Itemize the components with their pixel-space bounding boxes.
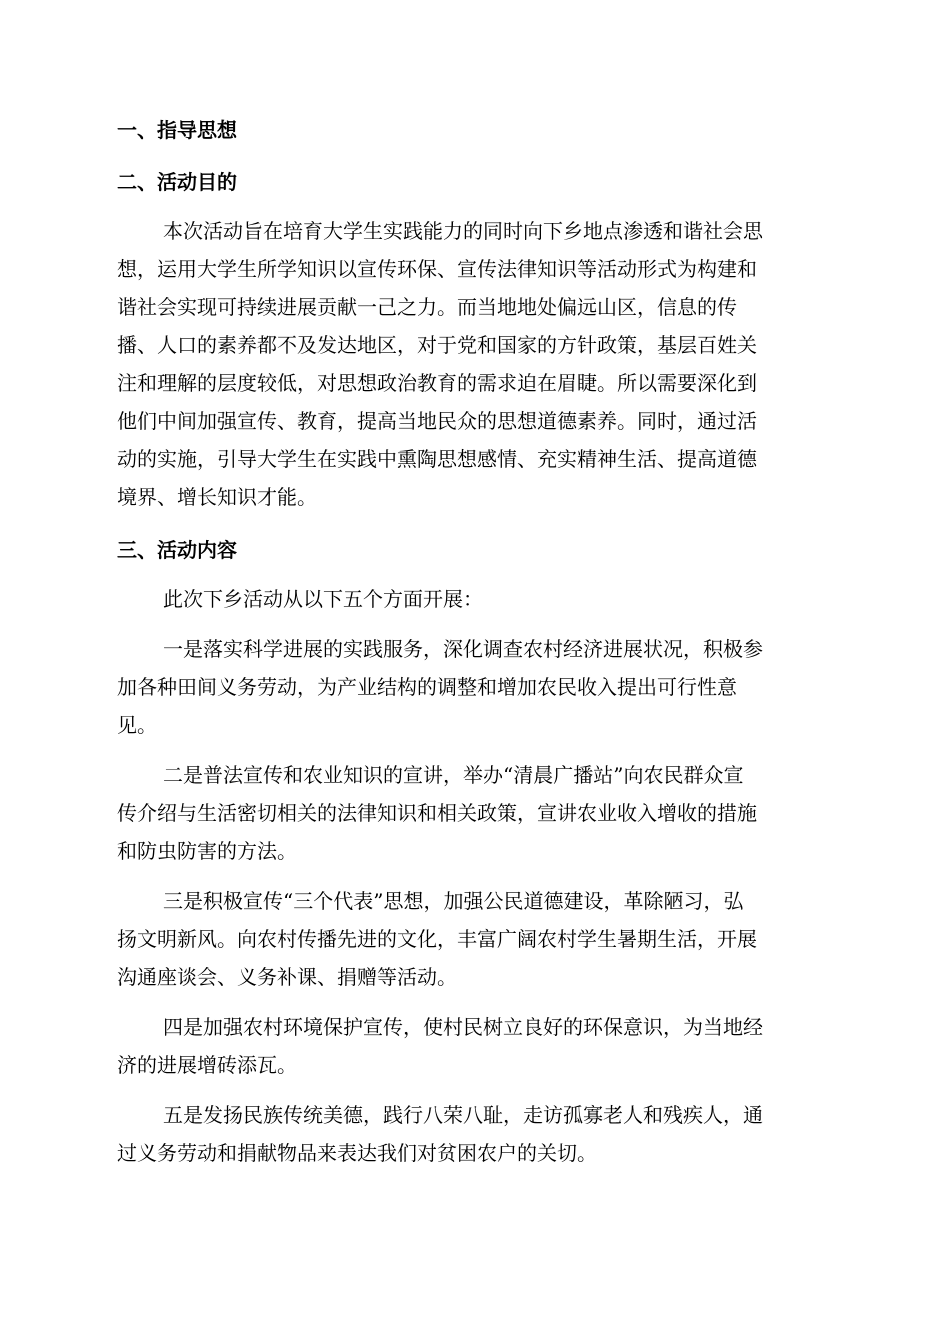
section-heading: 三、活动内容 bbox=[117, 538, 237, 562]
paragraph-line: 注和理解的层度较低，对思想政治教育的需求迫在眉睫。所以需要深化到 bbox=[117, 371, 757, 395]
paragraph-line: 一是落实科学进展的实践服务，深化调查农村经济进展状况，积极参 bbox=[163, 637, 763, 661]
document-page bbox=[117, 108, 833, 1184]
paragraph-line: 济的进展增砖添瓦。 bbox=[117, 1053, 297, 1077]
paragraph bbox=[117, 1008, 833, 1084]
paragraph-line: 二是普法宣传和农业知识的宣讲，举办“清晨广播站”向农民群众宣 bbox=[163, 763, 744, 787]
paragraph-line: 四是加强农村环境保护宣传，使村民树立良好的环保意识，为当地经 bbox=[163, 1015, 763, 1039]
section-heading: 一、指导思想 bbox=[117, 118, 237, 142]
paragraph bbox=[117, 756, 833, 870]
paragraph bbox=[117, 212, 833, 516]
paragraph-line: 谐社会实现可持续进展贡献一己之力。而当地地处偏远山区，信息的传 bbox=[117, 295, 737, 319]
paragraph-line: 过义务劳动和捐献物品来表达我们对贫困农户的关切。 bbox=[117, 1141, 597, 1165]
paragraph bbox=[117, 882, 833, 996]
paragraph-line: 本次活动旨在培育大学生实践能力的同时向下乡地点渗透和谐社会思 bbox=[163, 219, 763, 243]
paragraph-line: 五是发扬民族传统美德，践行八荣八耻，走访孤寡老人和残疾人，通 bbox=[163, 1103, 763, 1127]
section-heading: 二、活动目的 bbox=[117, 170, 237, 194]
paragraph bbox=[117, 630, 833, 744]
paragraph-line: 见。 bbox=[117, 713, 157, 737]
paragraph-line: 动的实施，引导大学生在实践中熏陶思想感情、充实精神生活、提高道德 bbox=[117, 447, 757, 471]
paragraph-line: 他们中间加强宣传、教育，提高当地民众的思想道德素养。同时，通过活 bbox=[117, 409, 757, 433]
paragraph-line: 此次下乡活动从以下五个方面开展： bbox=[163, 587, 483, 611]
paragraph-line: 传介绍与生活密切相关的法律知识和相关政策，宣讲农业收入增收的措施 bbox=[117, 801, 757, 825]
paragraph-line: 境界、增长知识才能。 bbox=[117, 485, 317, 509]
paragraph-line: 沟通座谈会、义务补课、捐赠等活动。 bbox=[117, 965, 457, 989]
paragraph bbox=[117, 580, 833, 618]
paragraph-line: 想，运用大学生所学知识以宣传环保、宣传法律知识等活动形式为构建和 bbox=[117, 257, 757, 281]
paragraph-line: 三是积极宣传“三个代表”思想，加强公民道德建设，革除陋习，弘 bbox=[163, 889, 744, 913]
paragraph bbox=[117, 1096, 833, 1172]
paragraph-line: 加各种田间义务劳动，为产业结构的调整和增加农民收入提出可行性意 bbox=[117, 675, 737, 699]
paragraph-line: 扬文明新风。向农村传播先进的文化，丰富广阔农村学生暑期生活，开展 bbox=[117, 927, 757, 951]
paragraph-line: 和防虫防害的方法。 bbox=[117, 839, 297, 863]
paragraph-line: 播、人口的素养都不及发达地区，对于党和国家的方针政策，基层百姓关 bbox=[117, 333, 757, 357]
